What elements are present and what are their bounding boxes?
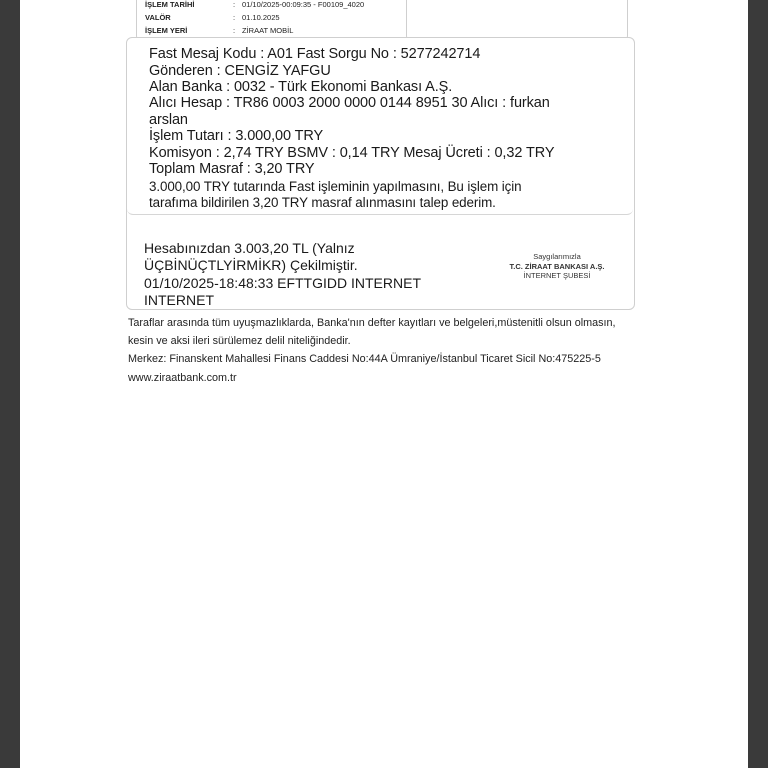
- detail-line: Toplam Masraf : 3,20 TRY: [149, 161, 315, 177]
- fast-detail-section: [127, 38, 633, 215]
- withdrawal-line: Hesabınızdan 3.003,20 TL (Yalnız: [144, 240, 355, 256]
- footer-disclaimer-1: Taraflar arasında tüm uyuşmazlıklarda, Banka'nın defter kayıtları ve belgeleri,müstenitli olsun olmasın,: [128, 317, 616, 329]
- footer-disclaimer-2: kesin ve aksi ileri sürülemez delil niteliğindedir.: [128, 335, 351, 347]
- meta-sep: :: [233, 13, 236, 22]
- footer-website: www.ziraatbank.com.tr: [128, 372, 237, 384]
- detail-line: Alıcı Hesap : TR86 0003 2000 0000 0144 8951 30 Alıcı : furkan: [149, 95, 550, 111]
- meta-value: 01/10/2025-00:09:35 - F00109_4020: [242, 0, 365, 9]
- stamp-greeting: Saygılarımızla: [533, 252, 581, 261]
- meta-row-date: [145, 0, 364, 9]
- receipt-page: [20, 0, 748, 768]
- meta-label: İŞLEM TARİHİ: [145, 0, 195, 9]
- meta-value: ZİRAAT MOBİL: [242, 26, 294, 35]
- detail-line: tarafıma bildirilen 3,20 TRY masraf alınmasını talep ederim.: [149, 195, 496, 210]
- detail-line: Alan Banka : 0032 - Türk Ekonomi Bankası A.Ş.: [149, 79, 453, 95]
- detail-line: İşlem Tutarı : 3.000,00 TRY: [149, 128, 324, 144]
- meta-sep: :: [233, 26, 236, 35]
- meta-row-place: [145, 26, 293, 35]
- stamp-branch: İNTERNET ŞUBESİ: [523, 271, 591, 280]
- meta-sep: :: [233, 0, 236, 9]
- meta-label: İŞLEM YERİ: [145, 26, 188, 35]
- empty-info-box: [406, 0, 628, 41]
- detail-line: arslan: [149, 112, 188, 128]
- detail-line: 3.000,00 TRY tutarında Fast işleminin yapılmasını, Bu işlem için: [149, 179, 522, 194]
- detail-line: Fast Mesaj Kodu : A01 Fast Sorgu No : 5277242714: [149, 46, 481, 62]
- withdrawal-line: 01/10/2025-18:48:33 EFTTGIDD INTERNET: [144, 275, 421, 291]
- meta-value: 01.10.2025: [242, 13, 280, 22]
- meta-row-valor: [145, 13, 280, 22]
- footer-address: Merkez: Finanskent Mahallesi Finans Caddesi No:44A Ümraniye/İstanbul Ticaret Sicil No:475225-5: [128, 353, 601, 365]
- transaction-meta-box: [136, 0, 419, 41]
- detail-line: Komisyon : 2,74 TRY BSMV : 0,14 TRY Mesaj Ücreti : 0,32 TRY: [149, 145, 555, 161]
- withdrawal-line: ÜÇBİNÜÇTLYİRMİKR) Çekilmiştir.: [144, 257, 358, 273]
- detail-line: Gönderen : CENGİZ YAFGU: [149, 63, 331, 79]
- withdrawal-line: INTERNET: [144, 292, 214, 308]
- meta-label: VALÖR: [145, 13, 171, 22]
- stamp-bank-name: T.C. ZİRAAT BANKASI A.Ş.: [509, 262, 605, 271]
- transaction-detail-box: [126, 37, 635, 310]
